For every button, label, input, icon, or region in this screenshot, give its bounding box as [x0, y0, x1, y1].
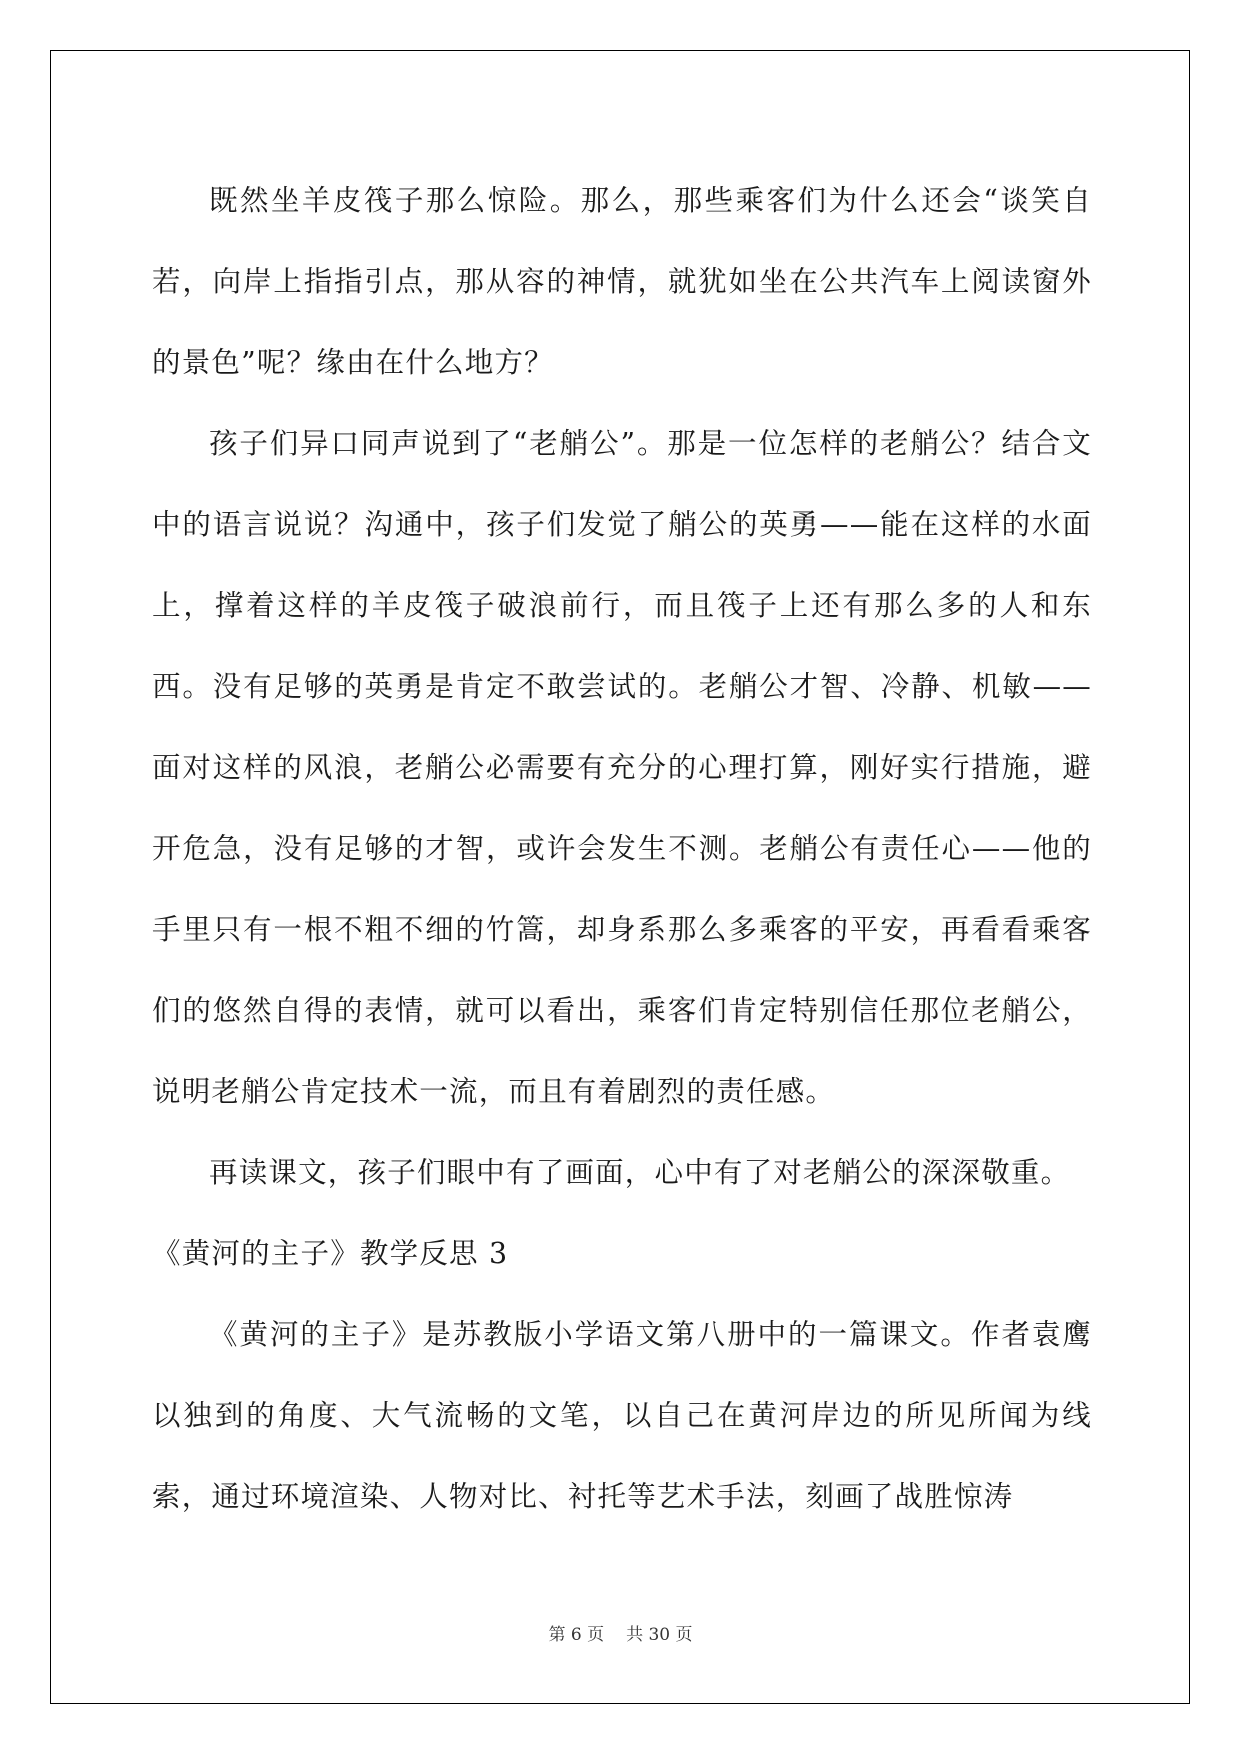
page-total: 共 30 页 — [626, 1625, 693, 1645]
paragraph-1: 既然坐羊皮筏子那么惊险。那么，那些乘客们为什么还会“谈笑自若，向岸上指指引点，那从容的神情，就犹如坐在公共汽车上阅读窗外的景色”呢？缘由在什么地方？ — [152, 184, 1092, 379]
paragraph-4: 《黄河的主子》是苏教版小学语文第八册中的一篇课文。作者袁鹰以独到的角度、大气流畅的文笔，以自己在黄河岸边的所见所闻为线索，通过环境渲染、人物对比、衬托等艺术手法，刻画了战胜惊涛 — [152, 1318, 1092, 1513]
page-number: 第 6 页 — [548, 1625, 605, 1645]
document-body — [152, 160, 1092, 1537]
page-footer — [0, 1620, 1241, 1645]
paragraph-2: 孩子们异口同声说到了“老艄公”。那是一位怎样的老艄公？结合文中的语言说说？沟通中，孩子们发觉了艄公的英勇——能在这样的水面上，撑着这样的羊皮筏子破浪前行，而且筏子上还有那么多的人和东西。没有足够的英勇是肯定不敢尝试的。老艄公才智、冷静、机敏——面对这样的风浪，老艄公必需要有充分的心理打算，刚好实行措施，避开危急，没有足够的才智，或许会发生不测。老艄公有责任心——他的手里只有一根不粗不细的竹篙，却身系那么多乘客的平安，再看看乘客们的悠然自得的表情，就可以看出，乘客们肯定特别信任那位老艄公，说明老艄公肯定技术一流，而且有着剧烈的责任感。 — [152, 427, 1092, 1108]
paragraph-3: 再读课文，孩子们眼中有了画面，心中有了对老艄公的深深敬重。 — [209, 1156, 1071, 1189]
section-heading: 《黄河的主子》教学反思 3 — [152, 1237, 509, 1270]
